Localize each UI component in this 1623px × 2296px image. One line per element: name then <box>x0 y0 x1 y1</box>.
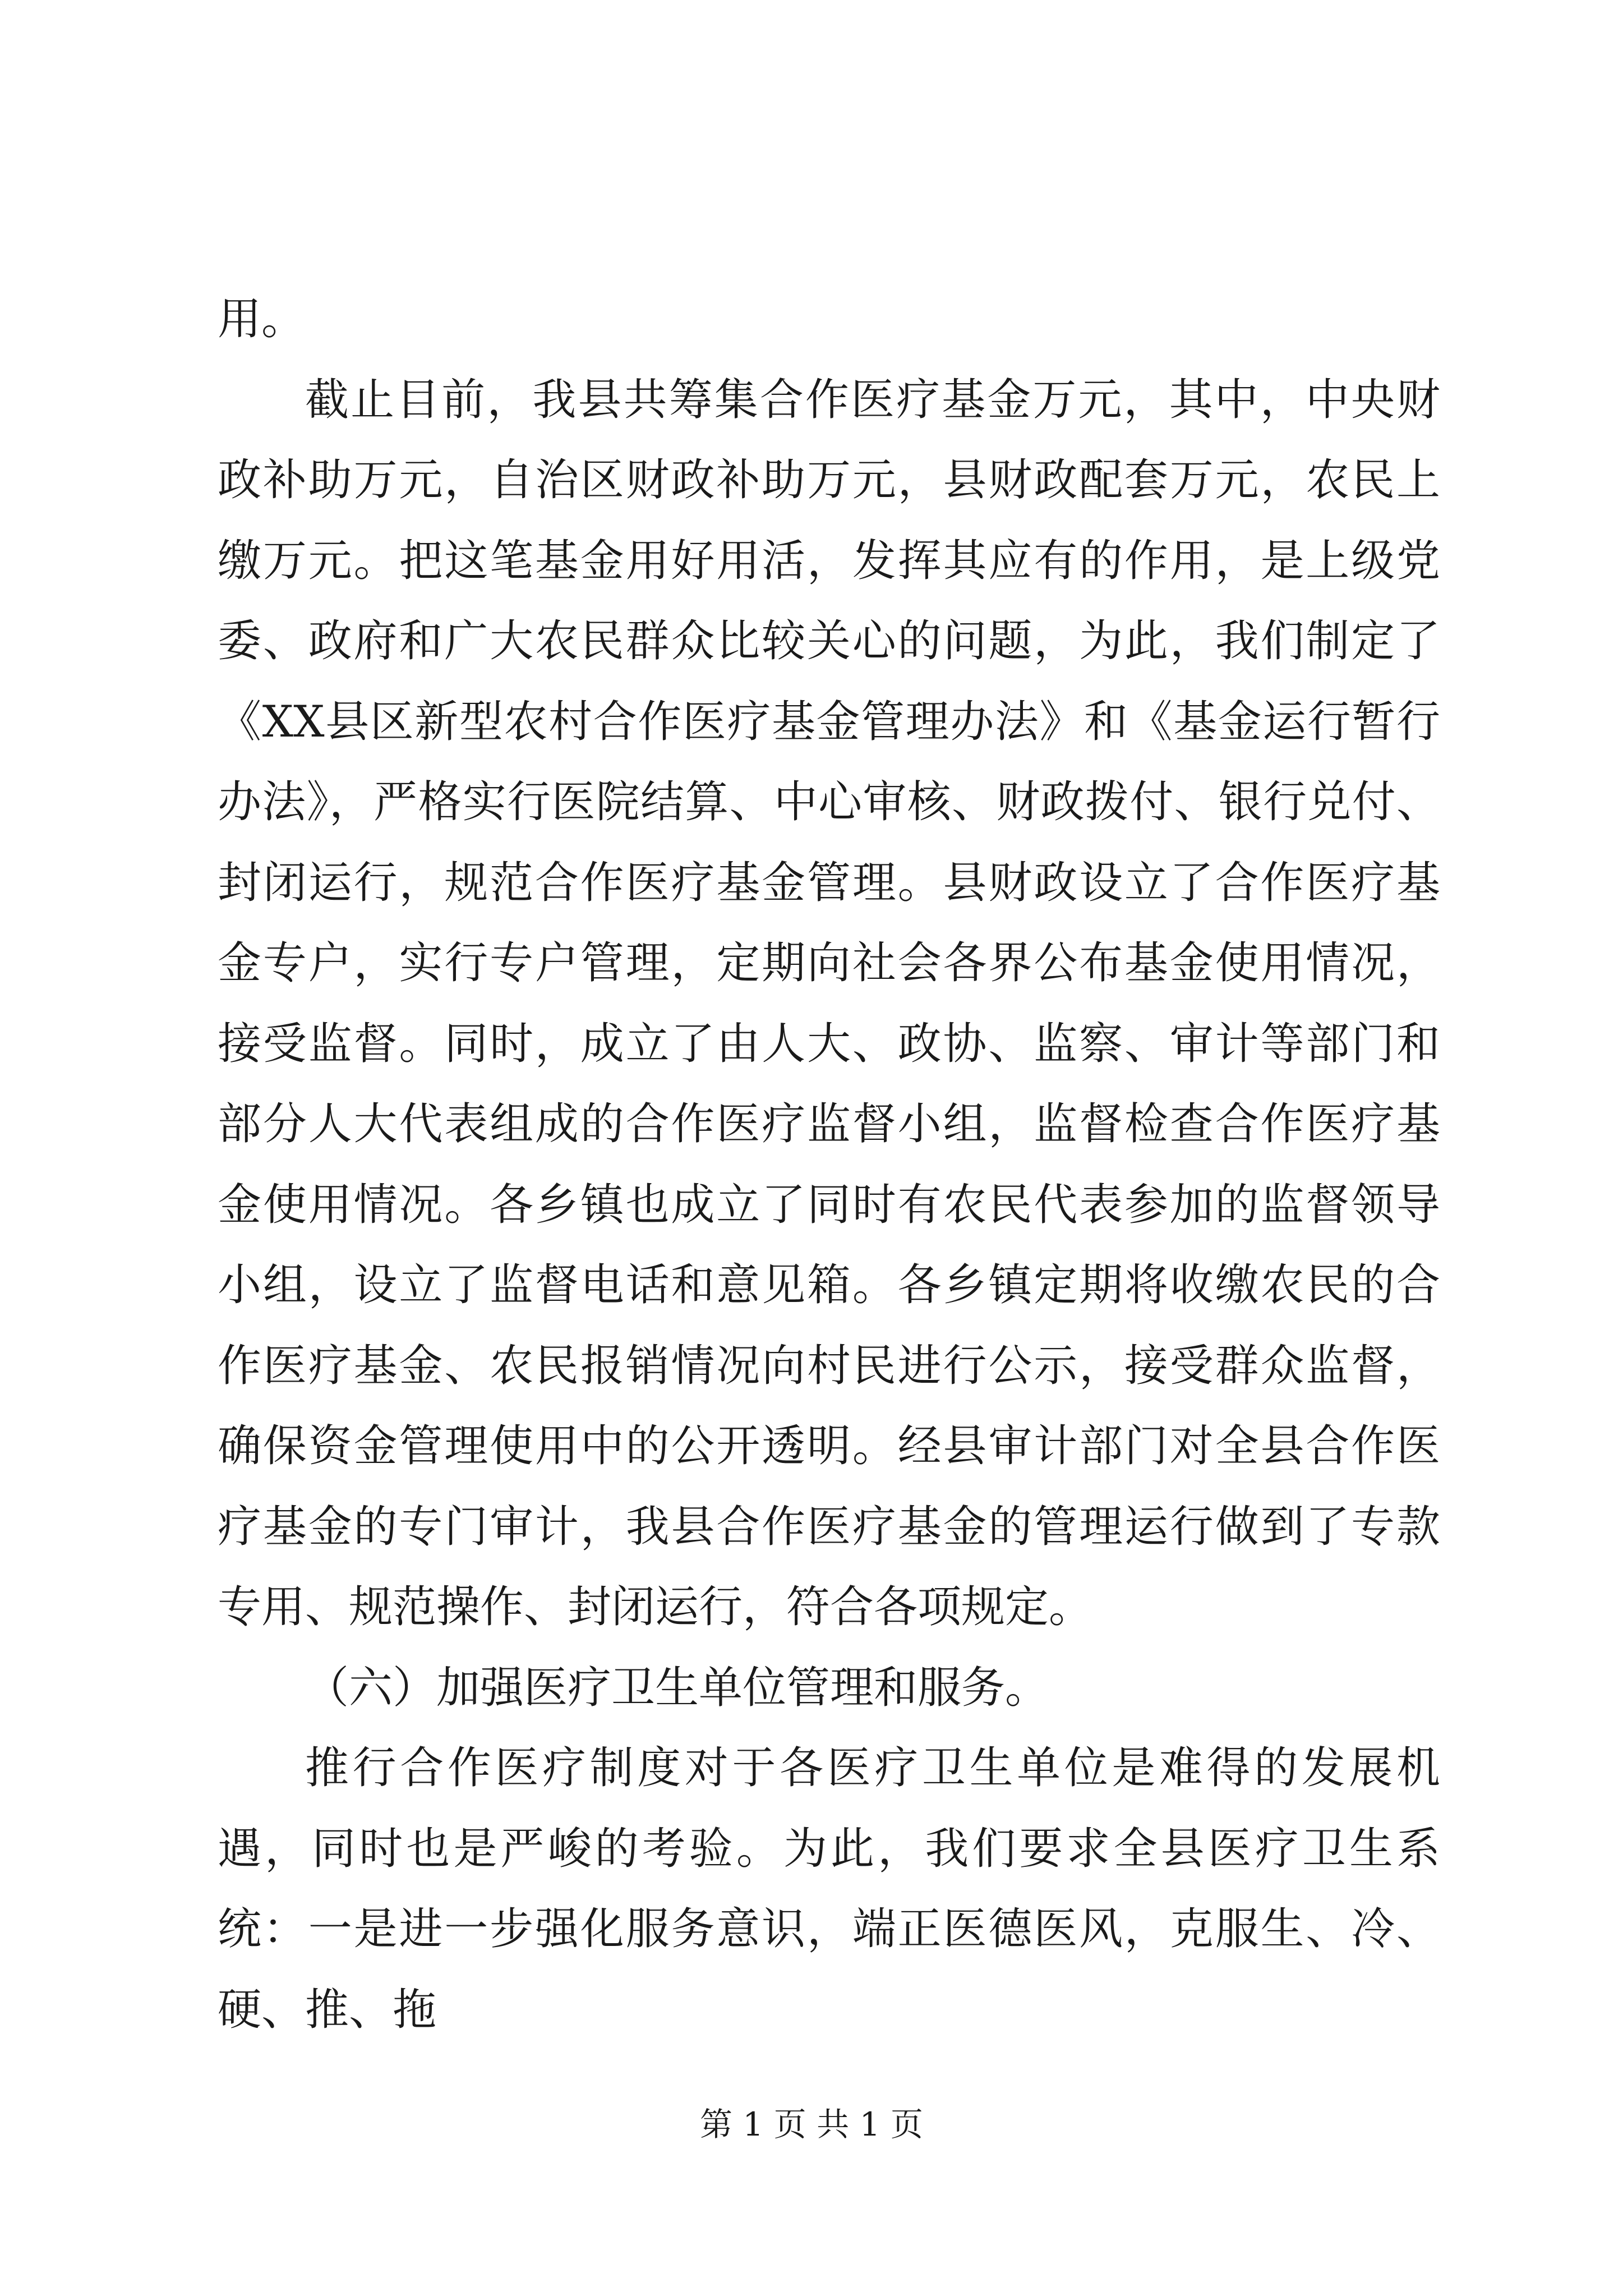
page-number-label: 第 1 页 共 1 页 <box>700 2105 923 2143</box>
paragraph-continuation: 用。 <box>218 294 306 344</box>
document-body <box>218 279 1440 2050</box>
section-heading: （六）加强医疗卫生单位管理和服务。 <box>305 1662 1049 1713</box>
paragraph-medical-units: 推行合作医疗制度对于各医疗卫生单位是难得的发展机遇，同时也是严峻的考验。为此，我们要求全县医疗卫生系统：一是进一步强化服务意识，端正医德医风，克服生、冷、硬、推、拖 <box>218 1743 1440 2035</box>
page-footer <box>0 2105 1623 2144</box>
paragraph-fund-management: 截止目前，我县共筹集合作医疗基金万元，其中，中央财政补助万元，自治区财政补助万元，县财政配套万元，农民上缴万元。把这笔基金用好用活，发挥其应有的作用，是上级党委、政府和广大农民群众比较关心的问题，为此，我们制定了《XX县区新型农村合作医疗基金管理办法》和《基金运行暂行办法》，严格实行医院结算、中心审核、财政拨付、银行兑付、封闭运行，规范合作医疗基金管理。县财政设立了合作医疗基金专户，实行专户管理，定期向社会各界公布基金使用情况，接受监督。同时，成立了由人大、政协、监察、审计等部门和部分人大代表组成的合作医疗监督小组，监督检查合作医疗基金使用情况。各乡镇也成立了同时有农民代表参加的监督领导小组，设立了监督电话和意见箱。各乡镇定期将收缴农民的合作医疗基金、农民报销情况向村民进行公示，接受群众监督，确保资金管理使用中的公开透明。经县审计部门对全县合作医疗基金的专门审计，我县合作医疗基金的管理运行做到了专款专用、规范操作、封闭运行，符合各项规定。 <box>218 374 1440 1632</box>
